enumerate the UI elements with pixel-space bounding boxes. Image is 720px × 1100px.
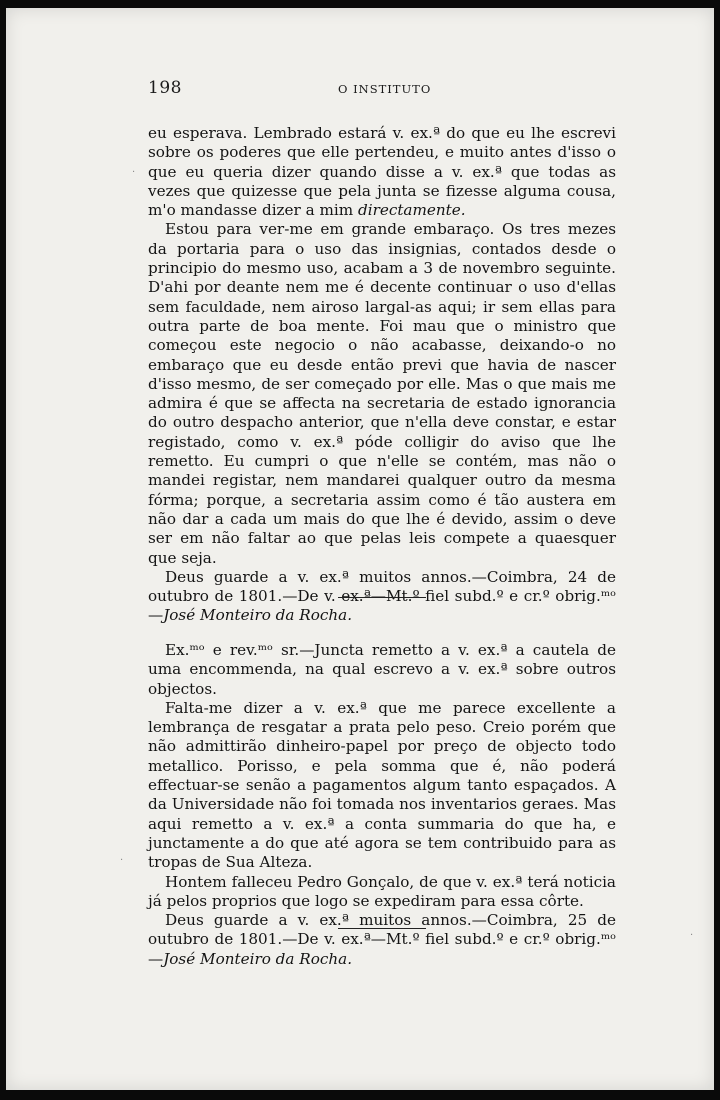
letter-1-emphasis: directamente. — [358, 201, 466, 220]
letter-1-paragraph-1 — [148, 124, 616, 220]
running-title: O INSTITUTO — [338, 82, 432, 96]
letter-2-paragraph-2: Hontem falleceu Pedro Gonçalo, de que v. ex.ª terá noticia já pelos proprios que logo se expediram para essa côrte. — [148, 872, 616, 910]
letter-1 — [148, 124, 616, 626]
letter-2-salutation: Ex.ᵐᵒ e rev.ᵐᵒ sr.—Juncta remetto a v. ex.ª a cautela de uma encommenda, na qual escrevo a v. ex.ª sobre outros objectos. — [148, 641, 616, 698]
letter-1-paragraph-2: Estou para ver-me em grande embaraço. Os tres mezes da portaria para o uso das insignias, contados desde o principio do mesmo uso, acabam a 3 de novembro seguinte. D'ahi por deante nem me é decente continuar o uso d'ellas sem faculdade, nem airoso largal-as aqui; ir sem ellas para outra parte de boa mente. Foi mau que o ministro que começou este negocio o não acabasse, deixando-o no embaraço que eu desde então previ que havia de nascer d'isso mesmo, de ser começado por elle. Mas o que mais me admira é que se affecta na secretaria de estado ignorancia do outro despacho anterior, que n'ella deve constar, e estar registado, como v. ex.ª póde colligir do aviso que lhe remetto. Eu cumpri o que n'elle se contém, mas não o mandei registar, nem mandarei qualquer outro da mesma fórma; porque, a secretaria assim como é tão austera em não dar a cada um mais do que lhe é devido, assim o deve ser em não faltar ao que pelas leis compete a quaesquer que seja. — [148, 220, 616, 567]
scan-speck: · — [120, 855, 124, 866]
letter-2 — [148, 641, 616, 969]
letter-2-paragraph-1: Falta-me dizer a v. ex.ª que me parece excellente a lembrança de resgatar a prata pelo peso. Creio porém que não admittirão dinheiro-papel por preço de objecto todo metallico. Porisso, e pela somma que é, não poderá effectuar-se senão a pagamentos algum tanto espaçados. A da Universidade não foi tomada nos inventarios geraes. Mas aqui remetto a v. ex.ª a conta summaria do que ha, e junctamente a do que até agora se tem contribuido para as tropas de Sua Alteza. — [148, 698, 616, 872]
end-divider — [338, 928, 426, 929]
letter-2-signature: José Monteiro da Rocha. — [163, 949, 353, 968]
page-header — [148, 78, 618, 102]
page-number: 198 — [148, 78, 182, 98]
letter-1-signature: José Monteiro da Rocha. — [163, 606, 353, 625]
scan-speck: · — [132, 167, 136, 178]
letter-1-closing-text: Deus guarde a v. ex.ª muitos annos.—Coimbra, 24 de outubro de 1801.—De v. ex.ª—Mt.º fiel subd.º e cr.º obrig.ᵐᵒ— — [148, 567, 616, 625]
letter-2-closing — [148, 911, 616, 969]
section-divider — [338, 597, 426, 598]
letter-2-closing-text: Deus guarde a v. ex.ª muitos annos.—Coimbra, 25 de outubro de 1801.—De v. ex.ª—Mt.º fiel subd.º e cr.º obrig.ᵐᵒ— — [148, 911, 616, 968]
letter-1-paragraph-1-text: eu esperava. Lembrado estará v. ex.ª do que eu lhe escrevi sobre os poderes que elle pertendeu, e muito antes d'isso o que eu queria dizer quando disse a v. ex.ª que todas as vezes que quizesse que pela junta se fizesse alguma cousa, m'o mandasse dizer a mim — [148, 124, 616, 220]
scan-speck: · — [690, 930, 694, 941]
